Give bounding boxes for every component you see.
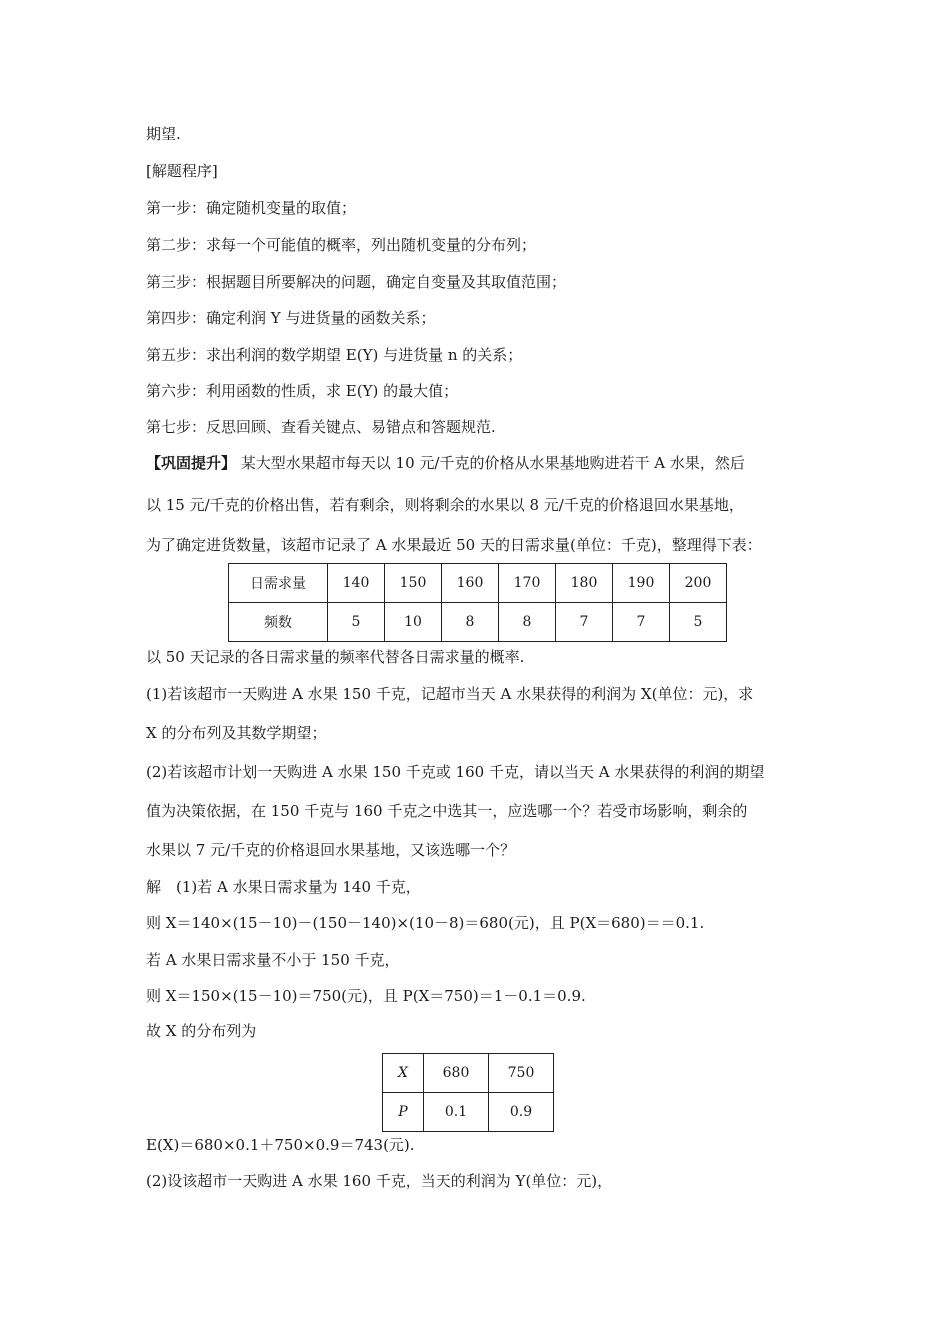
table-cell: 8 <box>499 603 556 642</box>
table-cell: 10 <box>385 603 442 642</box>
demand-frequency-table <box>228 563 727 642</box>
question-2: (2)若该超市计划一天购进 A 水果 150 千克或 160 千克，请以当天 A 水果获得的利润的期望 <box>146 763 765 781</box>
solution-line: (2)设该超市一天购进 A 水果 160 千克，当天的利润为 Y(单位：元)， <box>146 1172 613 1190</box>
question-1: (1)若该超市一天购进 A 水果 150 千克，记超市当天 A 水果获得的利润为 X(单位：元)，求 <box>146 685 754 703</box>
step-2: 第二步：求每一个可能值的概率，列出随机变量的分布列； <box>146 236 537 254</box>
table-cell: 0.9 <box>489 1093 554 1132</box>
table-cell: 7 <box>613 603 670 642</box>
step-4: 第四步：确定利润 Y 与进货量的函数关系； <box>146 309 436 327</box>
step-3: 第三步：根据题目所要解决的问题，确定自变量及其取值范围； <box>146 273 567 291</box>
solution-line: 故 X 的分布列为 <box>146 1022 257 1040</box>
table-cell: 150 <box>385 564 442 603</box>
table-cell: 0.1 <box>424 1093 489 1132</box>
table-header-cell: 频数 <box>229 603 328 642</box>
text-line: 以 50 天记录的各日需求量的频率代替各日需求量的概率. <box>146 648 525 666</box>
problem-text: 以 15 元/千克的价格出售，若有剩余，则将剩余的水果以 8 元/千克的价格退回水果基地， <box>146 496 744 514</box>
text-line: 期望. <box>146 125 181 143</box>
table-row <box>383 1054 554 1093</box>
table-cell: 680 <box>424 1054 489 1093</box>
table-cell: 170 <box>499 564 556 603</box>
solution-line: 则 X＝150×(15－10)＝750(元)，且 P(X＝750)＝1－0.1＝0.9. <box>146 987 586 1005</box>
table-cell: 160 <box>442 564 499 603</box>
step-6: 第六步：利用函数的性质，求 E(Y) 的最大值； <box>146 382 459 400</box>
table-row <box>383 1093 554 1132</box>
problem-text: 为了确定进货数量，该超市记录了 A 水果最近 50 天的日需求量(单位：千克)，整理得下表： <box>146 536 762 554</box>
table-header-cell: X <box>383 1054 424 1093</box>
table-row <box>229 564 727 603</box>
table-cell: 5 <box>328 603 385 642</box>
question-1-cont: X 的分布列及其数学期望； <box>146 724 327 742</box>
question-2-cont: 水果以 7 元/千克的价格退回水果基地，又该选哪一个？ <box>146 841 516 859</box>
table-cell: 190 <box>613 564 670 603</box>
solution-line: 则 X＝140×(15－10)－(150－140)×(10－8)＝680(元)，且 P(X＝680)＝＝0.1. <box>146 914 705 932</box>
solution-line: 若 A 水果日需求量不小于 150 千克， <box>146 951 400 969</box>
table-row <box>229 603 727 642</box>
step-5: 第五步：求出利润的数学期望 E(Y) 与进货量 n 的关系； <box>146 346 523 364</box>
table-header-cell: P <box>383 1093 424 1132</box>
table-header-cell: 日需求量 <box>229 564 328 603</box>
step-1: 第一步：确定随机变量的取值； <box>146 199 357 217</box>
problem-intro-line <box>146 453 745 473</box>
table-cell: 7 <box>556 603 613 642</box>
table-cell: 200 <box>670 564 727 603</box>
solution-line: 解 (1)若 A 水果日需求量为 140 千克， <box>146 878 421 896</box>
question-2-cont: 值为决策依据，在 150 千克与 160 千克之中选其一，应选哪一个？若受市场影响，剩余的 <box>146 802 748 820</box>
table-cell: 5 <box>670 603 727 642</box>
solution-line: E(X)＝680×0.1＋750×0.9＝743(元). <box>146 1136 415 1154</box>
table-cell: 180 <box>556 564 613 603</box>
problem-text: 某大型水果超市每天以 10 元/千克的价格从水果基地购进若干 A 水果，然后 <box>236 454 745 472</box>
table-cell: 140 <box>328 564 385 603</box>
exercise-label: 【巩固提升】 <box>146 454 237 472</box>
table-cell: 750 <box>489 1054 554 1093</box>
step-7: 第七步：反思回顾、查看关键点、易错点和答题规范. <box>146 418 496 436</box>
section-heading: [解题程序] <box>146 162 218 180</box>
table-cell: 8 <box>442 603 499 642</box>
distribution-table <box>382 1053 554 1132</box>
